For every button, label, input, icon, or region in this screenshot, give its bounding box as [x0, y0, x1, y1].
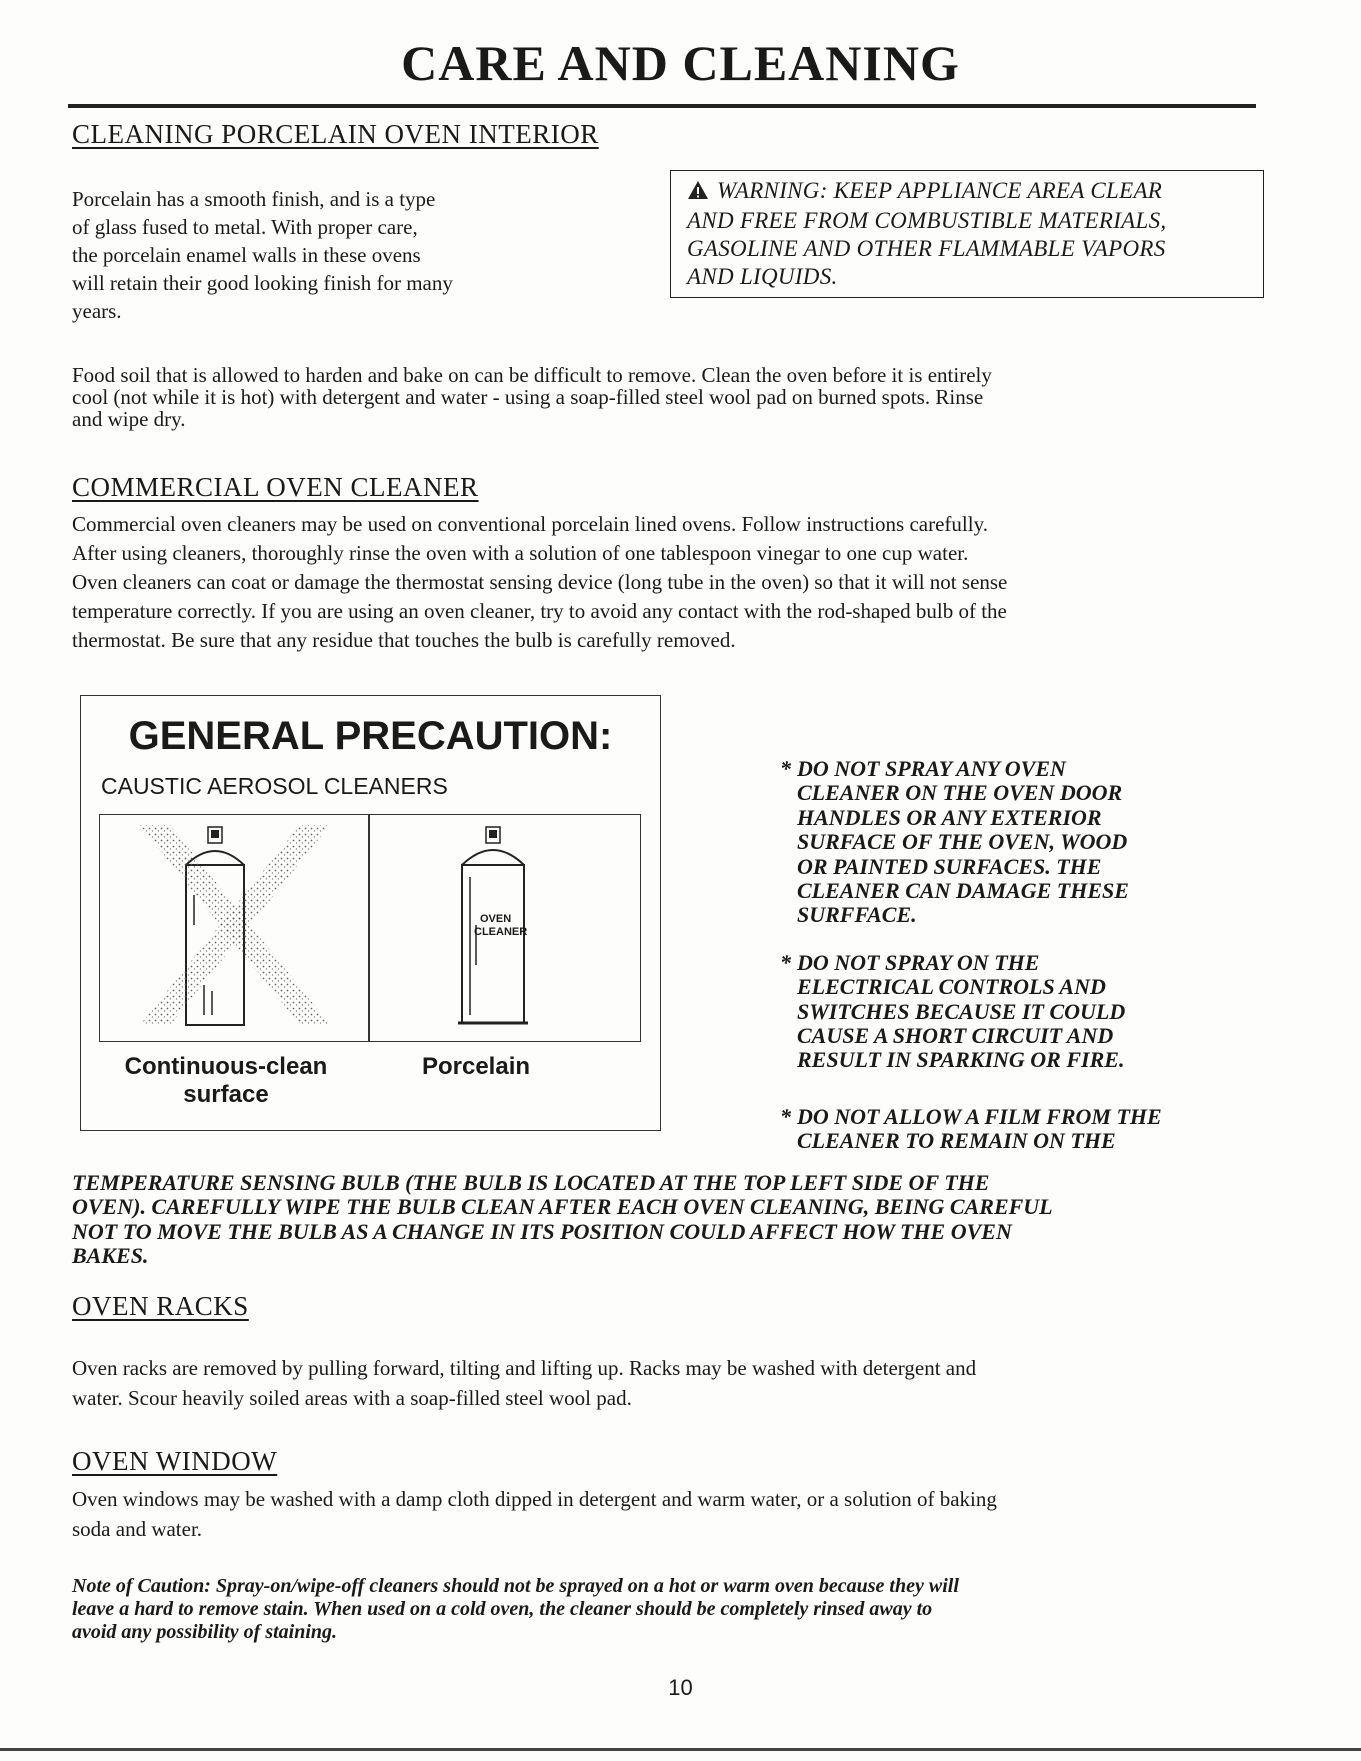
porcelain-intro-line: Porcelain has a smooth finish, and is a type: [72, 187, 436, 211]
caption-line: surface: [183, 1081, 269, 1108]
heading-cleaning-porcelain: CLEANING PORCELAIN OVEN INTERIOR: [72, 119, 599, 149]
racks-body: [72, 1353, 1292, 1413]
precaution-bullet: [780, 757, 1280, 928]
bullet-line: CAUSE A SHORT CIRCUIT AND: [797, 1023, 1114, 1049]
bulb-warning-line: TEMPERATURE SENSING BULB (THE BULB IS LOCATED AT THE TOP LEFT SIDE OF THE: [72, 1170, 990, 1195]
precaution-subtitle: CAUSTIC AEROSOL CLEANERS: [101, 773, 448, 799]
precaution-title: GENERAL PRECAUTION:: [128, 714, 613, 758]
can-label-line: CLEANER: [474, 926, 528, 938]
precaution-bullets: [780, 757, 1280, 1177]
bullet-star: *: [780, 949, 791, 975]
bulb-warning: [72, 1171, 1292, 1269]
heading-oven-window: OVEN WINDOW: [72, 1446, 278, 1476]
porcelain-body-line: cool (not while it is hot) with detergent and water - using a soap-filled steel wool pad on burned spots. Rinse: [72, 385, 984, 409]
window-line: Oven windows may be washed with a damp cloth dipped in detergent and warm water, or a solution of baking: [72, 1487, 997, 1511]
bullet-line: SWITCHES BECAUSE IT COULD: [797, 998, 1126, 1024]
heading-commercial-oven-cleaner: COMMERCIAL OVEN CLEANER: [72, 472, 479, 502]
title-rule: [68, 104, 1256, 108]
bullet-line: RESULT IN SPARKING OR FIRE.: [797, 1047, 1125, 1073]
bulb-warning-line: BAKES.: [72, 1243, 149, 1269]
commercial-line: Commercial oven cleaners may be used on conventional porcelain lined ovens. Follow instructions carefully.: [72, 512, 988, 536]
note-line: Note of Caution: Spray-on/wipe-off cleaners should not be sprayed on a hot or warm oven because they will: [72, 1575, 959, 1597]
bullet-line: DO NOT ALLOW A FILM FROM THE: [797, 1103, 1162, 1129]
caption-continuous-clean: [106, 1053, 346, 1109]
porcelain-can-illustration: [370, 815, 640, 1041]
commercial-body: [72, 510, 1292, 655]
bullet-line: DO NOT SPRAY ANY OVEN: [797, 756, 1066, 781]
racks-line: water. Scour heavily soiled areas with a soap-filled steel wool pad.: [72, 1386, 632, 1410]
bullet-line: CLEANER CAN DAMAGE THESE: [797, 878, 1129, 904]
page-number: 10: [668, 1675, 693, 1700]
bullet-line: DO NOT SPRAY ON THE: [797, 949, 1040, 975]
warning-triangle-icon: [687, 179, 709, 207]
warning-line: AND LIQUIDS.: [687, 264, 838, 289]
bullet-line: CLEANER TO REMAIN ON THE: [797, 1128, 1116, 1154]
bullet-line: CLEANER ON THE OVEN DOOR: [797, 780, 1123, 806]
commercial-line: Oven cleaners can coat or damage the thermostat sensing device (long tube in the oven) so that it will not sense: [72, 570, 1008, 594]
bullet-line: ELECTRICAL CONTROLS AND: [797, 974, 1106, 1000]
warning-line: WARNING: KEEP APPLIANCE AREA CLEAR: [717, 178, 1163, 203]
bullet-line: SURFFACE.: [797, 902, 917, 928]
commercial-line: thermostat. Be sure that any residue that touches the bulb is carefully removed.: [72, 628, 736, 652]
commercial-line: temperature correctly. If you are using an oven cleaner, try to avoid any contact with the rod-shaped bulb of the: [72, 599, 1007, 623]
porcelain-intro-line: years.: [72, 299, 122, 323]
heading-oven-racks: OVEN RACKS: [72, 1291, 249, 1321]
porcelain-body-line: Food soil that is allowed to harden and bake on can be difficult to remove. Clean the oven before it is entirely: [72, 363, 992, 387]
racks-line: Oven racks are removed by pulling forward, tilting and lifting up. Racks may be washed with detergent and: [72, 1356, 977, 1380]
caption-line: Continuous-clean: [124, 1053, 328, 1080]
note-of-caution: [72, 1575, 1292, 1644]
note-line: leave a hard to remove stain. When used on a cold oven, the cleaner should be completely rinsed away to: [72, 1598, 933, 1620]
bottom-rule: [0, 1748, 1361, 1751]
window-body: [72, 1484, 1292, 1544]
caption-porcelain: Porcelain: [421, 1053, 531, 1080]
bullet-line: OR PAINTED SURFACES. THE: [797, 853, 1102, 879]
porcelain-intro: [72, 185, 592, 325]
general-precaution-box: [80, 695, 661, 1131]
porcelain-intro-line: the porcelain enamel walls in these ovens: [72, 243, 421, 267]
warning-box: [670, 170, 1264, 298]
porcelain-body-line: and wipe dry.: [72, 407, 186, 431]
porcelain-intro-line: of glass fused to metal. With proper care,: [72, 215, 418, 239]
porcelain-body: [72, 364, 1272, 430]
commercial-line: After using cleaners, thoroughly rinse the oven with a solution of one tablespoon vinegar to one cup water.: [72, 541, 969, 565]
precaution-bullet: [780, 1105, 1280, 1154]
bulb-warning-line: OVEN). CAREFULLY WIPE THE BULB CLEAN AFTER EACH OVEN CLEANING, BEING CAREFUL: [72, 1194, 1053, 1220]
window-line: soda and water.: [72, 1517, 203, 1541]
warning-line: AND FREE FROM COMBUSTIBLE MATERIALS,: [687, 208, 1167, 233]
bullet-line: SURFACE OF THE OVEN, WOOD: [797, 829, 1128, 855]
page-title: CARE AND CLEANING: [401, 35, 960, 91]
precaution-illustration: [99, 814, 641, 1042]
precaution-bullet: [780, 951, 1280, 1073]
porcelain-intro-line: will retain their good looking finish for many: [72, 271, 453, 295]
can-label-line: OVEN: [480, 913, 512, 925]
bullet-star: *: [780, 1103, 791, 1129]
continuous-clean-can-illustration: [100, 815, 368, 1041]
warning-line: GASOLINE AND OTHER FLAMMABLE VAPORS: [687, 236, 1166, 261]
bullet-line: HANDLES OR ANY EXTERIOR: [797, 804, 1102, 830]
note-line: avoid any possibility of staining.: [72, 1621, 338, 1643]
bulb-warning-line: NOT TO MOVE THE BULB AS A CHANGE IN ITS POSITION COULD AFFECT HOW THE OVEN: [72, 1218, 1012, 1244]
can-label: [474, 913, 527, 939]
bullet-star: *: [780, 756, 791, 781]
